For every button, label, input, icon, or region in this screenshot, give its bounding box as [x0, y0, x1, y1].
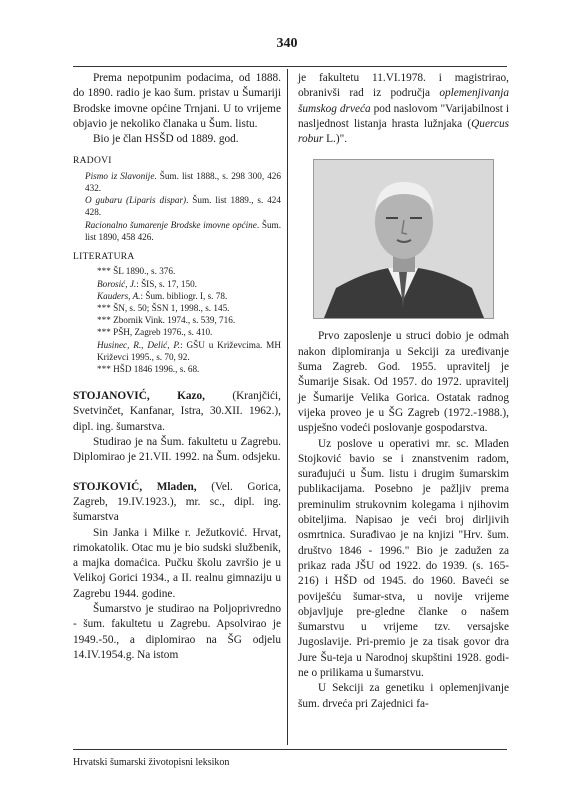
right-paragraph-3: Uz poslove u operativi mr. sc. Mladen Stojković bavio se i znanstvenim radom, surađujući u Šum. listu i drugim šumarskim publikacijama. Posebno je pažljiv prema preminulim strukovnim kolegama i njihovim obiteljima. Napisao je veći broj dirljivih osmrtnica. Surađivao je na knjizi "Hrv. šum. društvo 1846 - 1996." Bio je zadužen za prikaz rada JŠU od 1922. do 1939. (s. 165-216) i HŠD od 1945. do 1960. Baveći se poviješću šumar-stva, u novije vrijeme objavljuje pre-gledne članke o našem šumarstvu u vrijeme tzv. versajske Jugoslavije. Pri-premio je za tisak govor dra Jure Šu-teja u Narodnoj skupštini 1928. godi-ne o prilikama u šumarstvu. [298, 437, 509, 680]
radovi-item: Racionalno šumarenje Brodske imovne općine. Šum. list 1890, 458 426. [85, 219, 281, 242]
literatura-item: *** HŠD 1846 1996., s. 68. [97, 363, 200, 374]
left-column [73, 71, 281, 663]
entry-stojkovic-header: STOJKOVIĆ, Mladen, (Vel. Gorica, Zagreb, 19.IV.1923.), mr. sc., dipl. ing. šumarstva [73, 480, 281, 524]
footer-title: Hrvatski šumarski životopisni leksikon [73, 757, 230, 768]
entry-stojanovic-body: Studirao je na Šum. fakultetu u Zagrebu. Diplomirao je 21.VII. 1992. na Šum. odsjeku. [73, 436, 281, 464]
right-paragraph-2: Prvo zaposlenje u struci dobio je odmah nakon diplomiranja u Sekciji za uređivanje šuma Zagreb. God. 1955. upravitelj je Šumarije Sisak. Od 1957. do 1972. upravitelj je Šumarije Velika Gorica. Ostatak radnog vijeka proveo je u ŠG Zagreb (1972.-1988.), uspješno vodeći poslovanje gospodarstva. [298, 330, 509, 435]
literatura-item: *** ŠL 1890., s. 376. [97, 266, 176, 277]
radovi-item: O gubaru (Liparis dispar). Šum. list 1889., s. 424 428. [85, 195, 281, 218]
portrait-photo [313, 159, 494, 319]
entry-stojanovic-header: STOJANOVIĆ, Kazo, (Kranjčići, Svetvinčet, Kanfanar, Istra, 30.XII. 1962.), dipl. ing. šumarstva. [73, 390, 281, 433]
right-paragraph-4: U Sekciji za genetiku i oplemenjivanje šum. drveća pri Zajednici fa- [298, 682, 509, 710]
top-rule [73, 66, 507, 67]
column-divider [287, 69, 288, 745]
stojkovic-continued: je fakultetu 11.VI.1978. i magistrirao, obranivši rad iz područja oplemenjivanja šumskog drveća pod naslovom "Varijabilnost i nasljednost listanja hrasta lužnjaka (Quercus robur L.)". [298, 72, 509, 146]
radovi-heading: RADOVI [73, 156, 112, 167]
portrait-illustration [314, 160, 493, 318]
literatura-item: Borosić, J.: ŠIS, s. 17, 150. [97, 278, 197, 289]
literatura-item: *** ŠN, s. 50; ŠSN 1, 1998., s. 145. [97, 302, 230, 313]
literatura-item: Kauders, A.: Šum. bibliogr. I, s. 78. [97, 290, 228, 301]
page-number: 340 [276, 36, 298, 51]
radovi-item: Pismo iz Slavonije. Šum. list 1888., s. 298 300, 426 432. [85, 170, 281, 193]
literatura-item: *** PŠH, Zagreb 1976., s. 410. [97, 327, 213, 338]
bottom-rule [73, 749, 507, 750]
literatura-heading: LITERATURA [73, 252, 135, 262]
intro-paragraph: Prema nepotpunim podacima, od 1888. do 1890. radio je kao šum. pristav u Šumariji Brodske imovne općine Trnjani. U to vrijeme objavio je nekoliko članaka u Šum. listu. [73, 72, 281, 130]
literatura-item: Husinec, R., Delić, P.: GŠU u Križevcima. MH Križevci 1995., s. 70, 92. [97, 339, 281, 362]
right-column [298, 71, 509, 712]
literatura-item: *** Zbornik Vink. 1974., s. 539, 716. [97, 315, 236, 326]
entry-stojkovic-p2: Šumarstvo je studirao na Poljoprivredno - šum. fakultetu u Zagrebu. Apsolvirao je 1949.-50., a diplomirao na ŠG odjelu 14.IV.1954.g. Na istom [73, 602, 281, 661]
intro-paragraph-2: Bio je član HSŠD od 1889. god. [93, 133, 239, 146]
entry-stojkovic-p1: Sin Janka i Milke r. Ježutković. Hrvat, rimokatolik. Otac mu je bio sudski službenik, a majka domaćica. Pučku školu završio je u Velikoj Gorici 1934., a II. realnu gimnaziju u Zagrebu 1944. godine. [73, 526, 281, 600]
